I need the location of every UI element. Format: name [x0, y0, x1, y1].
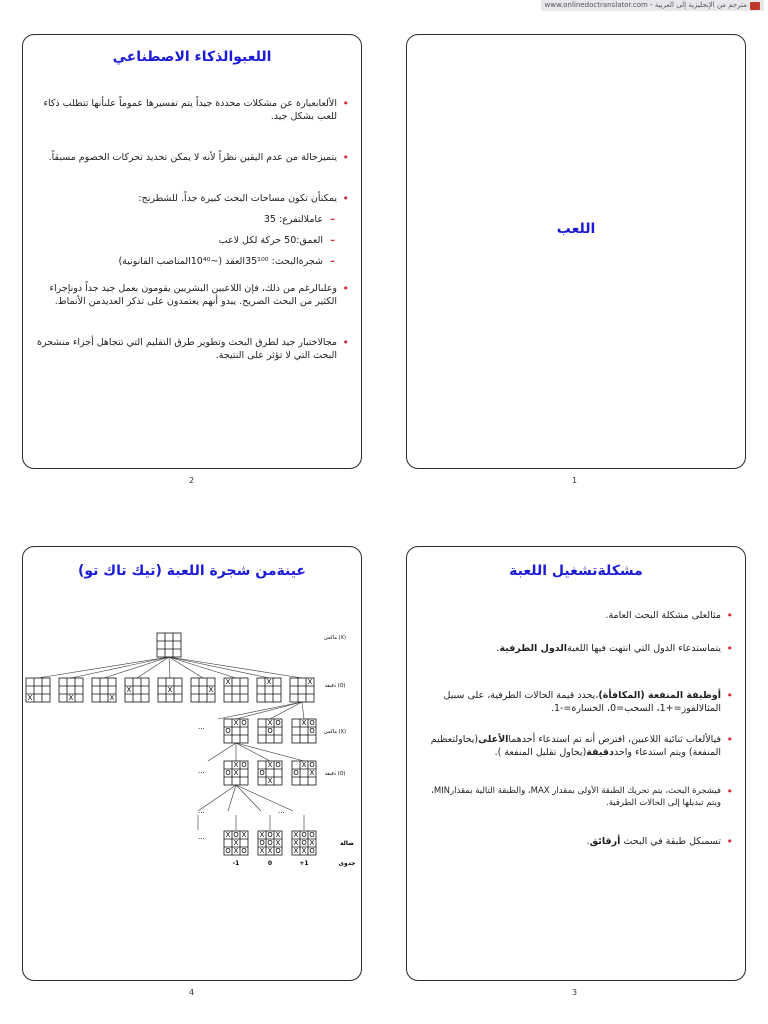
- tree-edge: [169, 657, 302, 678]
- svg-text:O: O: [259, 769, 265, 778]
- svg-text:X: X: [68, 694, 74, 703]
- b6-bold: أرقائق: [589, 836, 621, 847]
- tictactoe-board: [224, 678, 248, 702]
- svg-text:X: X: [208, 686, 214, 695]
- svg-text:X: X: [267, 719, 273, 728]
- tree-edge: [236, 785, 261, 811]
- tictactoe-board: [258, 761, 282, 785]
- svg-text:O: O: [267, 831, 273, 840]
- svg-text:O: O: [225, 847, 231, 856]
- svg-text:X: X: [309, 769, 315, 778]
- svg-text:O: O: [309, 727, 315, 736]
- svg-text:O: O: [301, 839, 307, 848]
- tictactoe-board: [292, 719, 316, 743]
- tictactoe-board: [292, 761, 316, 785]
- page-number-4: 4: [189, 988, 195, 997]
- tree-edge: [270, 702, 302, 719]
- b2-bold: الدول الطرفية: [499, 643, 568, 654]
- bullet-search-tree-layers: • فيشجرة البحث، يتم تحريك الطبقة الأولى بمقدار MAX، والطبقة التالية بمقدارMIN، ويتم تبديلها إلى الحالات الطرفية.: [421, 785, 733, 809]
- svg-text:O: O: [309, 847, 315, 856]
- b4-post: (يحاول تقليل المنفعة ).: [494, 747, 587, 758]
- svg-text:X: X: [225, 678, 231, 687]
- b6-post: .: [586, 836, 590, 847]
- svg-text:O: O: [309, 719, 315, 728]
- svg-text:X: X: [293, 847, 299, 856]
- bullet-games-defined: • الألعابعبارة عن مشكلات محددة جيداً يتم تفسيرها عموماً علىأنها تتطلب ذكاء للعب بشكل جيد.: [37, 97, 349, 123]
- utility-value-pos: +1: [299, 860, 309, 867]
- ellipsis-5: ...: [278, 807, 285, 815]
- svg-text:O: O: [241, 761, 247, 770]
- svg-text:O: O: [275, 719, 281, 728]
- slide-2-title: اللعبوالذكاء الاصطناعي: [112, 49, 272, 65]
- svg-text:X: X: [267, 777, 273, 786]
- ellipsis-4: ...: [198, 833, 205, 841]
- tictactoe-board: [26, 678, 50, 702]
- tictactoe-board: [224, 719, 248, 743]
- svg-text:X: X: [293, 839, 299, 848]
- slide-2-bullets: [37, 97, 349, 362]
- svg-text:X: X: [275, 831, 281, 840]
- tictactoe-board: [258, 831, 282, 855]
- svg-text:X: X: [275, 839, 281, 848]
- slide-3-title: مشكلةتشغيل اللعبة: [509, 563, 643, 579]
- tree-edge: [208, 743, 236, 761]
- svg-text:O: O: [259, 839, 265, 848]
- game-tree-diagram: [23, 547, 362, 981]
- tree-edge: [71, 657, 169, 678]
- bullet-utility-function: [421, 689, 733, 715]
- tictactoe-board: [257, 678, 281, 702]
- sub-search-tree: – شجرةالبحث: 35¹⁰⁰العقد (~10⁴⁰المناصب القانونية): [37, 255, 349, 268]
- level-label-min-1: دقيقة (O): [324, 683, 346, 689]
- svg-text:O: O: [275, 761, 281, 770]
- svg-text:O: O: [309, 761, 315, 770]
- tree-edges: [38, 657, 304, 830]
- ellipsis-2: ...: [198, 767, 205, 775]
- tree-edge: [169, 657, 236, 678]
- svg-text:O: O: [233, 831, 239, 840]
- svg-text:X: X: [233, 761, 239, 770]
- svg-text:X: X: [293, 831, 299, 840]
- slide-3-bullets: [421, 609, 733, 848]
- svg-text:X: X: [309, 839, 315, 848]
- bullet-human-players: • وعلىالرغم من ذلك، فإن اللاعبين البشريين يقومون بعمل جيد جداً دونإجراء الكثير من البحث الصريح. يبدو أنهم يعتمدون على تذكر العديدمن الأنماط.: [37, 282, 349, 308]
- b3-bold: أوظيفة المنفعة (المكافأة): [598, 690, 721, 701]
- level-label-terminal: صالة: [340, 840, 354, 847]
- top-bar: [0, 0, 768, 12]
- svg-text:O: O: [267, 727, 273, 736]
- bullet-uncertainty: • يتميزحالة من عدم اليقين نظراً لأنه لا يمكن تحديد تحركات الخصوم مسبقاً.: [37, 151, 349, 164]
- tictactoe-board: [258, 719, 282, 743]
- svg-text:X: X: [266, 678, 272, 687]
- translator-icon: [750, 2, 760, 10]
- svg-text:O: O: [275, 847, 281, 856]
- bullet-two-player: [421, 733, 733, 759]
- bullet-terminal-states: [421, 642, 733, 655]
- sub-depth: – العمق:50 حركة لكل لاعب: [37, 234, 349, 247]
- b2-post: .: [496, 643, 500, 654]
- tree-edge: [104, 657, 169, 678]
- tictactoe-board: [92, 678, 116, 702]
- tictactoe-board: [158, 678, 182, 702]
- tree-edge: [169, 657, 203, 678]
- tree-edge: [169, 657, 170, 678]
- bullet-search-space: • يمكنأن تكون مساحات البحث كبيرة جداً. للشطرنج:: [37, 192, 349, 205]
- tictactoe-board: [292, 831, 316, 855]
- svg-text:X: X: [233, 719, 239, 728]
- tictactoe-board: [290, 678, 314, 702]
- svg-text:X: X: [267, 847, 273, 856]
- watermark-text: www.onlinedoctranslator.com - مترجم من الإنجليزية إلى العربية: [544, 1, 747, 9]
- level-label-max-1: ماكس (X): [324, 635, 346, 641]
- tictactoe-board: [125, 678, 149, 702]
- b6-pre: تسمىكل طبقة في البحث: [620, 836, 721, 847]
- svg-text:O: O: [225, 769, 231, 778]
- svg-text:X: X: [225, 831, 231, 840]
- slide-1-title: اللعب: [556, 221, 596, 237]
- tictactoe-board: [59, 678, 83, 702]
- ellipsis-3: ...: [198, 807, 205, 815]
- tictactoe-board: [191, 678, 215, 702]
- svg-text:O: O: [293, 769, 299, 778]
- ellipsis-1: ...: [198, 723, 205, 731]
- svg-text:O: O: [225, 727, 231, 736]
- b4-bold2: دقيقة: [586, 747, 614, 758]
- translator-watermark[interactable]: [541, 0, 764, 11]
- svg-text:X: X: [126, 686, 132, 695]
- b4-mid: (يحاولتعظيم المنفعة) ويتم استدعاء واحد: [430, 734, 721, 758]
- page-number-1: 1: [572, 476, 578, 485]
- tree-edge: [218, 702, 302, 719]
- svg-text:X: X: [301, 719, 307, 728]
- page-number-2: 2: [189, 476, 195, 485]
- svg-text:X: X: [301, 847, 307, 856]
- b4-bold1: الأعلى: [478, 734, 509, 745]
- level-label-utility: جدوى: [338, 860, 356, 867]
- utility-value-zero: 0: [267, 860, 273, 867]
- slide-2: [22, 34, 362, 469]
- svg-text:X: X: [301, 761, 307, 770]
- tictactoe-board: [157, 633, 181, 657]
- tictactoe-board: [224, 761, 248, 785]
- svg-text:X: X: [259, 831, 265, 840]
- svg-text:X: X: [109, 694, 115, 703]
- b3-rest: ،يحدد قيمة الحالات الطرفية، على سبيل المثالالفوز=+1، السحب=0، الخسارة=-1.: [443, 690, 721, 714]
- slide-3: [406, 546, 746, 981]
- svg-text:X: X: [267, 761, 273, 770]
- b2-pre: يتماستدعاء الدول التي انتهت فيها اللعبة: [567, 643, 721, 654]
- svg-text:O: O: [241, 719, 247, 728]
- level-label-min-2: دقيقة (O): [324, 771, 346, 777]
- sub-branching-factor: – عاملالتفرع: 35: [37, 213, 349, 226]
- tree-edge: [302, 702, 304, 719]
- tree-boards: [26, 633, 316, 855]
- tree-edge: [169, 657, 269, 678]
- svg-text:O: O: [267, 839, 273, 848]
- svg-text:X: X: [233, 839, 239, 848]
- svg-text:O: O: [241, 847, 247, 856]
- bullet-general-search: • مثالعلى مشكلة البحث العامة.: [421, 609, 733, 622]
- svg-text:O: O: [301, 831, 307, 840]
- svg-text:O: O: [309, 831, 315, 840]
- tree-edge: [236, 702, 302, 719]
- slide-4: [22, 546, 362, 981]
- svg-text:X: X: [233, 769, 239, 778]
- svg-text:X: X: [27, 694, 33, 703]
- slide-4-title: عينةمن شجرة اللعبة (تيك تاك تو): [77, 563, 306, 579]
- tree-edge: [236, 743, 270, 761]
- level-label-max-2: ماكس (X): [324, 729, 346, 735]
- svg-text:X: X: [241, 831, 247, 840]
- bullet-test-domain: • مجالاختبار جيد لطرق البحث وتطوير طرق التقليم التي تتجاهل أجزاء منشجرة البحث التي لا تؤثر على النتيجة.: [37, 336, 349, 362]
- b4-pre: فيالألعاب ثنائية اللاعبين، افترض أنه تم استدعاء أحدهما: [508, 734, 721, 745]
- svg-text:X: X: [233, 847, 239, 856]
- svg-text:X: X: [167, 686, 173, 695]
- page-number-3: 3: [572, 988, 578, 997]
- slide-1: [406, 34, 746, 469]
- svg-text:X: X: [259, 847, 265, 856]
- tree-edge: [38, 657, 169, 678]
- utility-value-neg: -1: [232, 860, 240, 867]
- tree-edge: [236, 743, 304, 761]
- tree-edge: [228, 785, 236, 811]
- svg-text:X: X: [307, 678, 313, 687]
- tictactoe-board: [224, 831, 248, 855]
- bullet-ply: [421, 835, 733, 848]
